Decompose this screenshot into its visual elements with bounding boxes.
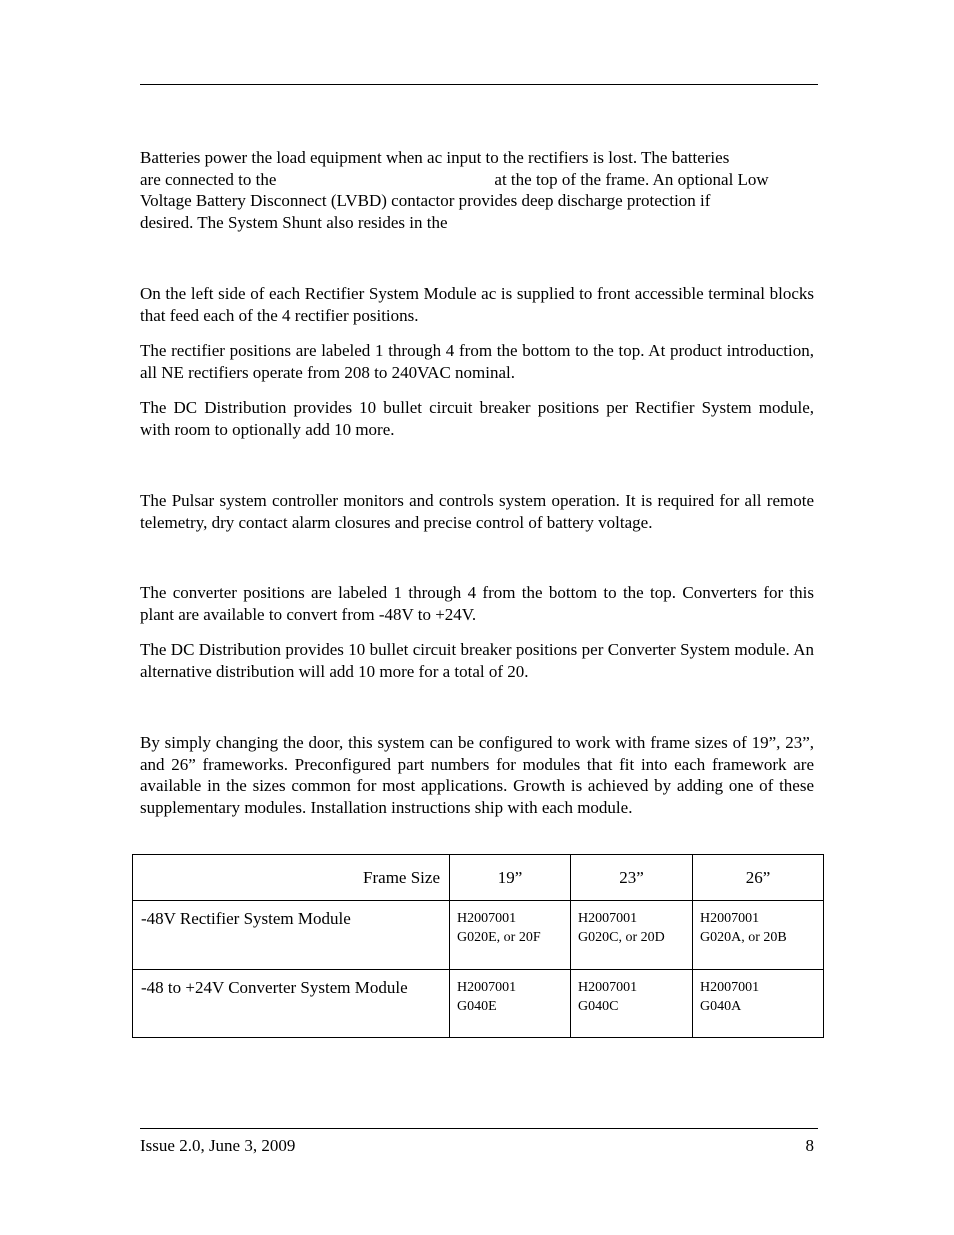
issue-date: Issue 2.0, June 3, 2009 bbox=[140, 1136, 296, 1155]
controller-paragraph: The Pulsar system controller monitors and controls system operation. It is required for all remote telemetry, dry contact alarm closures and precise control of battery voltage. bbox=[140, 491, 814, 532]
frame-size-table bbox=[132, 854, 824, 1038]
batteries-line-2-end: at the top of the frame. An optional Low bbox=[494, 169, 769, 189]
frame-sizes-paragraph: By simply changing the door, this system can be configured to work with frame sizes of 19”, 23”, and 26” frameworks. Preconfigured part numbers for modules that fit into each framework are available in the sizes common for most applications. Growth is achieved by adding one of these supplementary modules. Installation instructions ship with each module. bbox=[140, 733, 814, 818]
rectifier-ac-paragraph: On the left side of each Rectifier System Module ac is supplied to front accessible terminal blocks that feed each of the 4 rectifier positions. bbox=[140, 284, 814, 325]
batteries-paragraph bbox=[140, 147, 814, 234]
rectifier-positions-paragraph: The rectifier positions are labeled 1 through 4 from the bottom to the top. At product introduction, all NE rectifiers operate from 208 to 240VAC nominal. bbox=[140, 341, 814, 382]
batteries-line-1: Batteries power the load equipment when ac input to the rectifiers is lost. The batteries bbox=[140, 148, 730, 167]
batteries-line-4: desired. The System Shunt also resides in the bbox=[140, 213, 448, 233]
table-row bbox=[133, 970, 824, 1038]
frame-size-23: 23” bbox=[571, 855, 693, 901]
frame-size-26: 26” bbox=[693, 855, 824, 901]
part-number-cell: H2007001 G040E bbox=[450, 970, 571, 1038]
page-number: 8 bbox=[805, 1136, 814, 1155]
batteries-line-2-start: are connected to the bbox=[140, 169, 277, 189]
part-number-cell: H2007001 G020C, or 20D bbox=[571, 901, 693, 970]
module-name: -48V Rectifier System Module bbox=[133, 901, 450, 970]
part-number-cell: H2007001 G040C bbox=[571, 970, 693, 1038]
table-row bbox=[133, 901, 824, 970]
module-name: -48 to +24V Converter System Module bbox=[133, 970, 450, 1038]
part-number-cell: H2007001 G020E, or 20F bbox=[450, 901, 571, 970]
frame-size-label: Frame Size bbox=[133, 855, 450, 901]
batteries-line-3: Voltage Battery Disconnect (LVBD) contactor provides deep discharge protection if bbox=[140, 191, 711, 211]
frame-size-19: 19” bbox=[450, 855, 571, 901]
table-header-row bbox=[133, 855, 824, 901]
header-rule bbox=[140, 84, 818, 85]
rectifier-distribution-paragraph: The DC Distribution provides 10 bullet circuit breaker positions per Rectifier System module, with room to optionally add 10 more. bbox=[140, 398, 814, 439]
converter-positions-paragraph: The converter positions are labeled 1 through 4 from the bottom to the top. Converters for this plant are available to convert from -48V to +24V. bbox=[140, 583, 814, 624]
converter-distribution-paragraph: The DC Distribution provides 10 bullet circuit breaker positions per Converter System module. An alternative distribution will add 10 more for a total of 20. bbox=[140, 640, 814, 681]
part-number-cell: H2007001 G020A, or 20B bbox=[693, 901, 824, 970]
part-number-cell: H2007001 G040A bbox=[693, 970, 824, 1038]
footer-rule bbox=[140, 1128, 818, 1129]
